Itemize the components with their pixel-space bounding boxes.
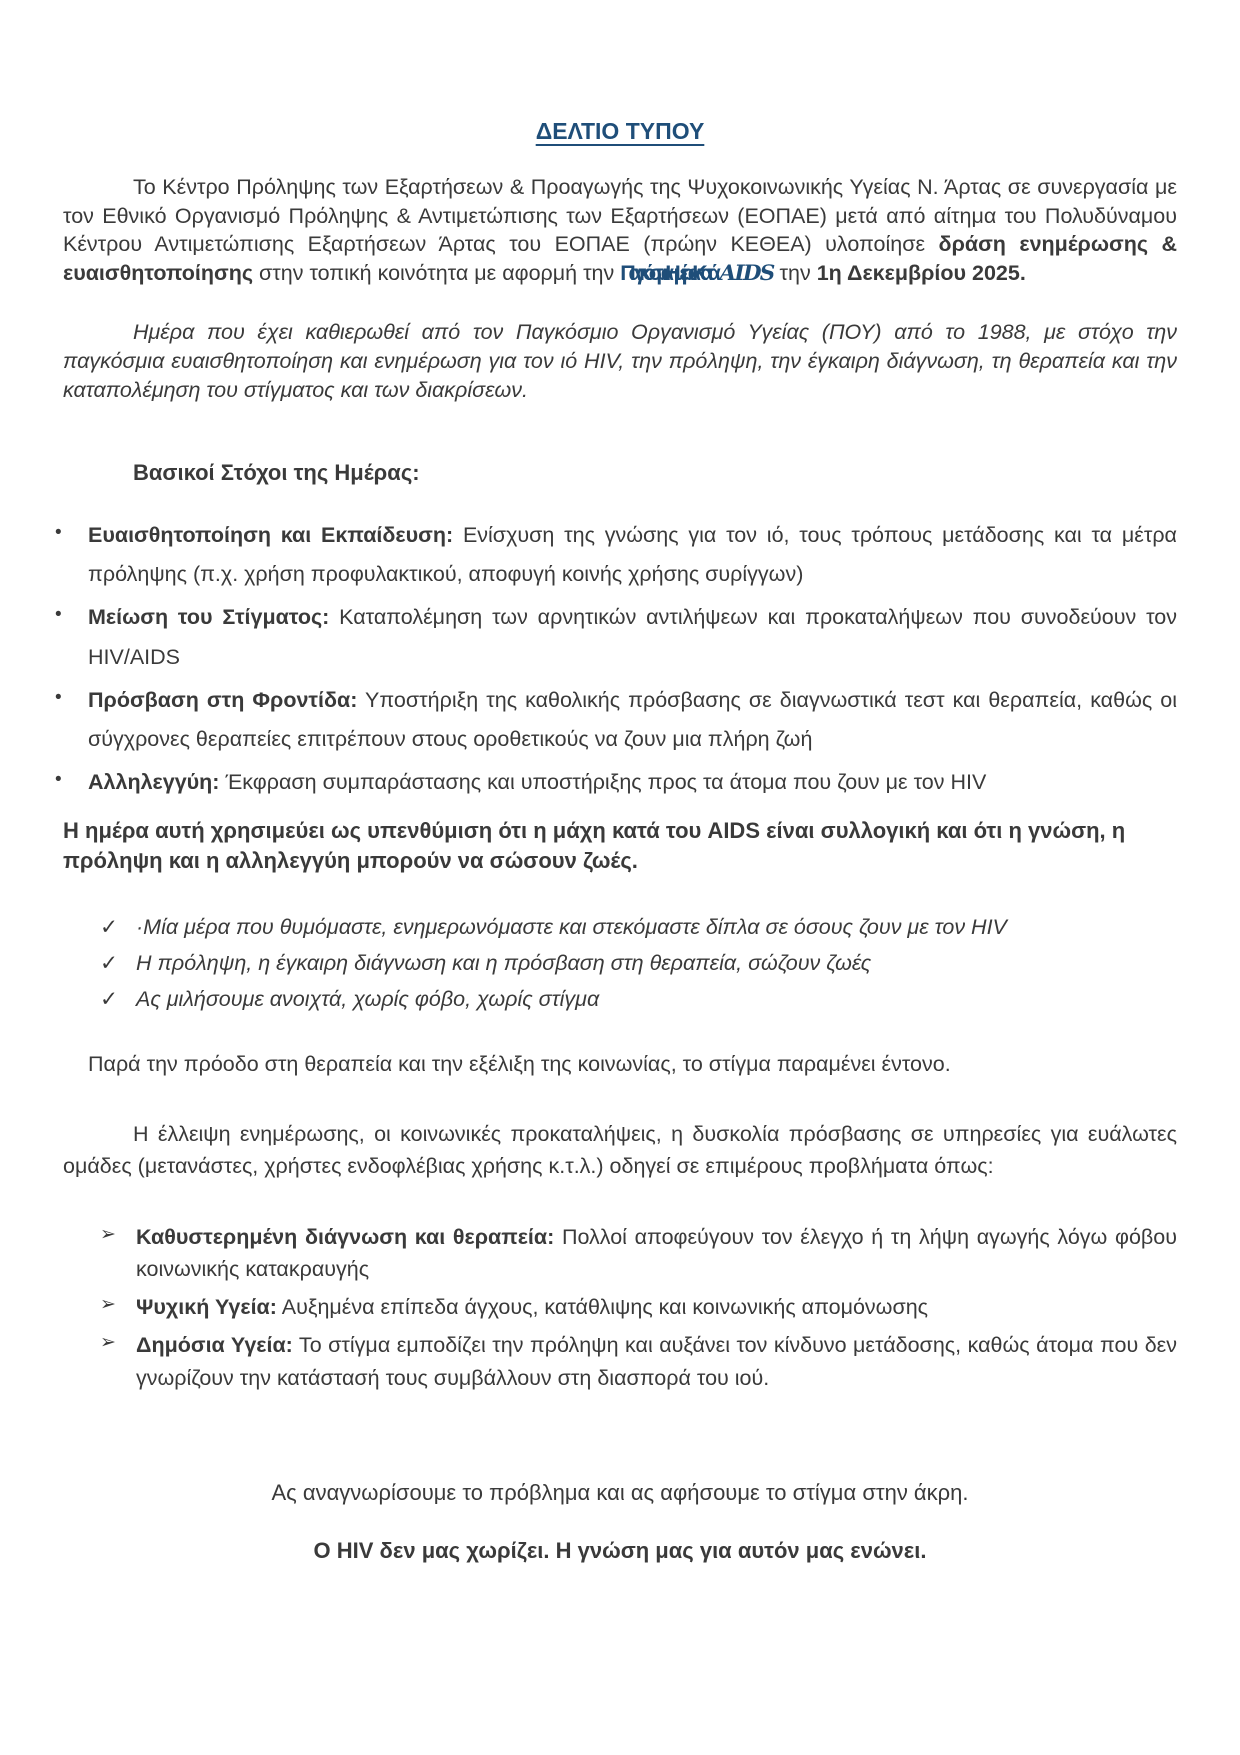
problem-text: Αυξημένα επίπεδα άγχους, κατάθλιψης και κοινωνικής απομόνωσης [276,1295,929,1320]
goal-lead: Πρόσβαση στη Φροντίδα: [88,687,358,712]
problem-item [100,1221,1177,1286]
world-aids-day-overlap-text: Παγκόσμια Ημέρα Κατά [620,260,714,285]
intro-text: Το Κέντρο Πρόληψης των Εξαρτήσεων & Προαγωγής της Ψυχοκοινωνικής Υγείας Ν. Άρτας σε συνεργασία με τον Εθνικό Οργανισμό Πρόληψης & Αντιμετώπισης των Εξαρτήσεων (ΕΟΠΑΕ) μετά από αίτημα του Πολυδύναμου Κέντρου Αντιμετώπισης Εξαρτήσεων Άρτας του ΕΟΠΑΕ (πρώην ΚΕΘΕΑ) υλοποίησε [63,175,1177,257]
bullet-icon: • [55,686,62,708]
reminder-paragraph: Η ημέρα αυτή χρησιμεύει ως υπενθύμιση ότι η μάχη κατά του AIDS είναι συλλογική και ότι η γνώση, η πρόληψη και η αλληλεγγύη μπορούν να σώσουν ζωές. [63,818,1126,874]
check-icon: ✓ [100,951,119,975]
problem-lead: Δημόσια Υγεία: [136,1333,293,1358]
document-title [63,118,1177,145]
stigma-paragraph: Παρά την πρόοδο στη θεραπεία και την εξέλιξη της κοινωνίας, το στίγμα παραμένει έντονο. [88,1051,951,1076]
goals-list [41,516,1177,802]
check-text: ·Μία μέρα που θυμόμαστε, ενημερωνόμαστε και στεκόμαστε δίπλα σε όσους ζουν με τον HIV [136,914,1007,939]
problem-text: Πολλοί αποφεύγουν τον έλεγχο ή τη λήψη αγωγής λόγω φόβου κοινωνικής κατακραυγής [136,1224,1177,1281]
date-bold: 1η Δεκεμβρίου 2025 [816,260,1020,285]
problem-lead: Ψυχική Υγεία: [136,1295,277,1320]
goal-item [41,681,1177,759]
problem-item [100,1291,1177,1323]
goal-lead: Ευαισθητοποίηση και Εκπαίδευση: [88,523,454,548]
problems-intro-paragraph: Η έλλειψη ενημέρωσης, οι κοινωνικές προκαταλήψεις, η δυσκολία πρόσβασης σε υπηρεσίες για ευάλωτες ομάδες (μετανάστες, χρήστες ενδοφλέβιας χρήσης κ.τ.λ.) οδηγεί σε επιμέρους προβλήματα όπως: [63,1122,1177,1179]
goal-text: Υποστήριξη της καθολικής πρόσβασης σε διαγνωστικά τεστ και θεραπεία, καθώς οι σύγχρονες θεραπείες επιτρέπουν στους οροθετικούς να ζουν μια πλήρη ζωή [88,687,1177,751]
bullet-icon: • [55,522,62,544]
goal-item [41,598,1177,676]
problem-lead: Καθυστερημένη διάγνωση και θεραπεία: [136,1224,555,1249]
closing-line: Ας αναγνωρίσουμε το πρόβλημα και ας αφήσουμε το στίγμα στην άκρη. [271,1479,969,1505]
check-icon: ✓ [100,987,119,1012]
check-text: Η πρόληψη, η έγκαιρη διάγνωση και η πρόσβαση στη θεραπεία, σώζουν ζωές [136,951,872,975]
bullet-icon: • [55,604,62,626]
goal-lead: Μείωση του Στίγματος: [88,605,330,630]
intro-text: την [773,260,817,285]
intro-bold-action: δράση ενημέρωσης & ευαισθητοποίησης [63,232,1177,285]
arrow-icon: ➢ [100,1332,116,1354]
check-item [100,947,1177,979]
checklist [100,911,1177,1016]
goal-text: Ενίσχυση της γνώσης για τον ιό, τους τρόπους μετάδοσης και τα μέτρα πρόληψης (π.χ. χρήση προφυλακτικού, αποφυγή κοινής χρήσης συρίγγων) [88,523,1177,587]
check-item [100,911,1177,943]
goal-item [41,763,1177,802]
problem-item [100,1329,1177,1394]
goal-text: Καταπολέμηση των αρνητικών αντιλήψεων και προκαταλήψεων που συνοδεύουν τον HIV/AIDS [88,605,1177,669]
problems-list [100,1221,1177,1394]
goal-lead: Αλληλεγγύη: [88,769,220,794]
arrow-icon: ➢ [100,1294,116,1316]
check-text: Ας μιλήσουμε ανοιχτά, χωρίς φόβο, χωρίς στίγμα [136,987,600,1012]
aids-script-text: AIDS [719,260,774,286]
closing-slogan: Ο HIV δεν μας χωρίζει. Η γνώση μας για αυτόν μας ενώνει. [313,1537,927,1563]
bullet-icon: • [55,768,62,790]
arrow-icon: ➢ [100,1223,116,1245]
check-icon: ✓ [100,914,119,939]
intro-period: . [1019,260,1026,285]
document-title-text: ΔΕΛΤΙΟ ΤΥΠΟΥ [535,118,705,144]
intro-text: στην τοπική κοινότητα με αφορμή την [253,260,621,285]
goal-item [41,516,1177,594]
intro-paragraph [63,173,1177,288]
goals-heading: Βασικοί Στόχοι της Ημέρας: [133,460,420,486]
goal-text: Έκφραση συμπαράστασης και υποστήριξης προς τα άτομα που ζουν με τον HIV [219,769,987,794]
check-item [100,983,1177,1015]
who-paragraph: Ημέρα που έχει καθιερωθεί από τον Παγκόσμιο Οργανισμό Υγείας (ΠΟΥ) από το 1988, με στόχο την παγκόσμια ευαισθητοποίηση και ενημέρωση για τον ιό HIV, την πρόληψη, την έγκαιρη διάγνωση, τη θεραπεία και την καταπολέμηση του στίγματος και των διακρίσεων. [63,320,1177,402]
problem-text: Το στίγμα εμποδίζει την πρόληψη και αυξάνει τον κίνδυνο μετάδοσης, καθώς άτομα που δεν γνωρίζουν την κατάστασή τους συμβάλλουν στη διασπορά του ιού. [136,1333,1177,1390]
